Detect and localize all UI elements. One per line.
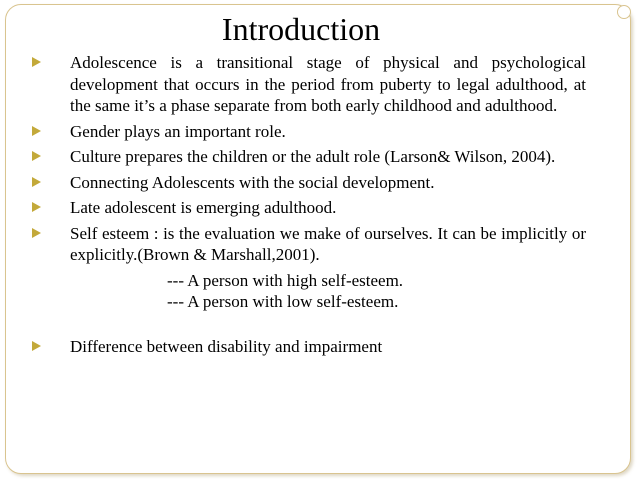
list-item — [28, 336, 586, 358]
list-item — [28, 121, 586, 143]
bullet-list — [28, 52, 586, 361]
bullet-text: Difference between disability and impairment — [70, 336, 383, 356]
list-item — [28, 172, 586, 194]
sub-line-text: --- A person with high self-esteem. — [167, 270, 404, 290]
slide-frame — [5, 4, 631, 474]
triangle-bullet-icon — [32, 57, 41, 67]
bullet-text: Self esteem : is the evaluation we make of ourselves. It can be implicitly or explicitly.(Brown & Marshall,2001). — [70, 223, 586, 264]
list-item — [28, 146, 586, 168]
corner-circle-icon — [617, 5, 631, 19]
bullet-text: Gender plays an important role. — [70, 121, 286, 141]
sub-line-text: --- A person with low self-esteem. — [167, 292, 399, 311]
spacer — [28, 313, 586, 336]
triangle-bullet-icon — [32, 177, 41, 187]
bullet-text: Late adolescent is emerging adulthood. — [70, 198, 337, 217]
triangle-bullet-icon — [32, 202, 41, 212]
sub-line-low — [28, 291, 586, 313]
triangle-bullet-icon — [32, 228, 41, 238]
triangle-bullet-icon — [32, 341, 41, 351]
triangle-bullet-icon — [32, 151, 41, 161]
bullet-text: Culture prepares the children or the adult role (Larson& Wilson, 2004). — [70, 147, 556, 166]
slide-title: Introduction — [221, 11, 381, 47]
list-item — [28, 197, 586, 219]
bullet-text: Connecting Adolescents with the social development. — [70, 172, 435, 192]
list-item — [28, 223, 586, 266]
bullet-text: Adolescence is a transitional stage of physical and psychological development that occurs in the period from puberty to legal adulthood, at the same it’s a phase separate from both early childhood and adulthood. — [70, 53, 586, 115]
list-item — [28, 52, 586, 117]
triangle-bullet-icon — [32, 126, 41, 136]
sub-line-high — [28, 270, 586, 292]
